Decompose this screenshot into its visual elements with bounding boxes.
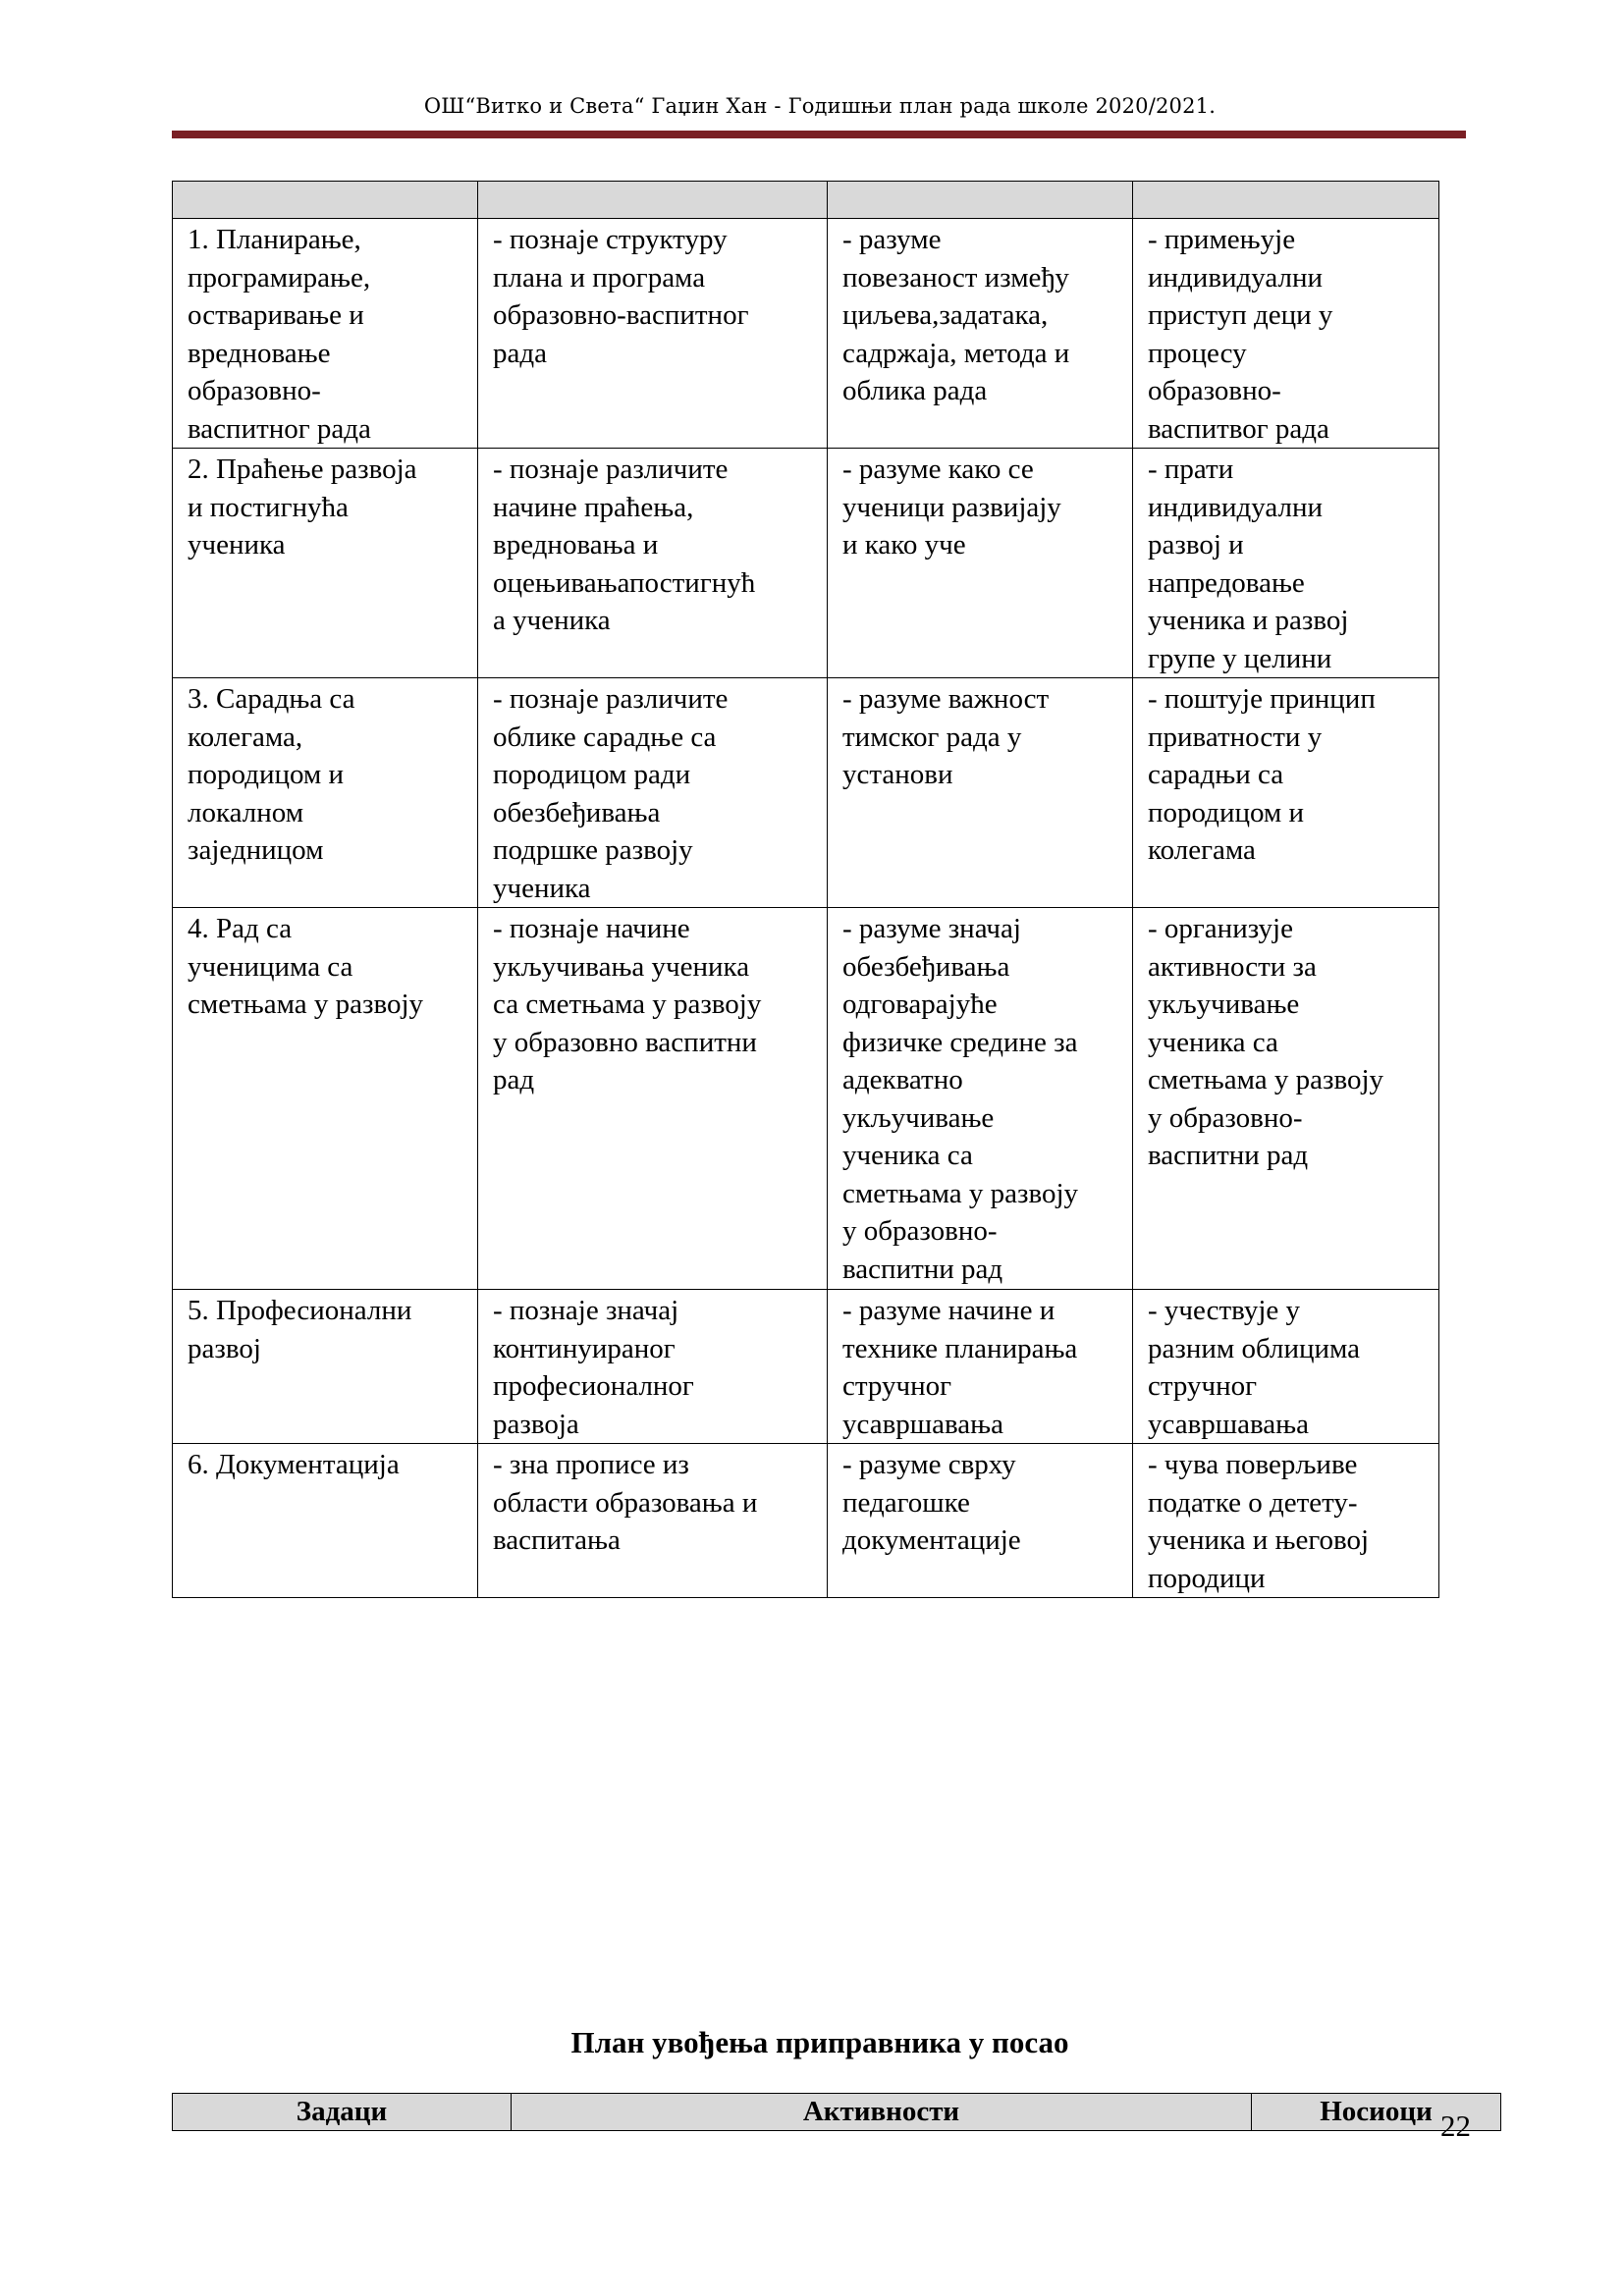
cell-line: вредновање	[188, 337, 331, 369]
cell-line: развоја	[493, 1408, 579, 1440]
cell-line: приступ деци у	[1148, 299, 1333, 331]
cell-line: - разуме сврху	[842, 1449, 1016, 1480]
table-row	[173, 678, 1439, 908]
cell-line: 1. Планирање,	[188, 224, 361, 255]
table-cell	[828, 219, 1133, 449]
cell-line: облика рада	[842, 375, 988, 406]
cell-line: - прати	[1148, 454, 1234, 485]
cell-line: индивидуални	[1148, 491, 1324, 523]
header-cell	[478, 182, 828, 219]
cell-line: - разуме значај	[842, 913, 1021, 944]
table-cell	[1133, 219, 1439, 449]
cell-line: укључивање	[1148, 988, 1300, 1020]
cell-line: ученика са	[842, 1140, 973, 1171]
table-row	[173, 908, 1439, 1290]
cell-line: сметњама у развоју	[1148, 1064, 1384, 1095]
table-cell	[1133, 1444, 1439, 1598]
cell-line: сметњама у развоју	[842, 1177, 1079, 1209]
table-row	[173, 449, 1439, 678]
cell-line: подршке развоју	[493, 834, 693, 866]
cell-line: - познаје различите	[493, 683, 729, 715]
table-cell	[173, 1444, 478, 1598]
cell-line: 2. Праћење развоја	[188, 454, 417, 485]
column-header-zadaci: Задаци	[173, 2094, 512, 2131]
cell-line: оцењивањапостигнућ	[493, 566, 756, 599]
cell-line: индивидуални	[1148, 261, 1324, 294]
table-cell	[478, 449, 828, 678]
table-cell	[1133, 1290, 1439, 1444]
table-cell	[173, 908, 478, 1290]
table-cell	[173, 678, 478, 908]
cell-line: са сметњама у развоју	[493, 988, 762, 1020]
table-cell	[173, 1290, 478, 1444]
cell-line: ученика и његовој	[1148, 1524, 1370, 1556]
cell-line: - чува поверљиве	[1148, 1449, 1358, 1480]
cell-line: континуираног	[493, 1332, 676, 1364]
cell-line: обезбеђивања	[842, 950, 1010, 983]
cell-line: укључивања ученика	[493, 950, 750, 983]
cell-line: васпитни рад	[1148, 1140, 1309, 1171]
cell-line: и како уче	[842, 529, 966, 561]
cell-line: - зна прописе из	[493, 1449, 689, 1480]
cell-line: породицом ради	[493, 759, 691, 790]
cell-line: - познаје структуру	[493, 224, 728, 255]
table-row	[173, 1444, 1439, 1598]
cell-line: - организује	[1148, 913, 1293, 944]
cell-line: васпитног рада	[188, 412, 371, 445]
cell-line: - познаје различите	[493, 454, 729, 485]
table-cell	[478, 219, 828, 449]
cell-line: а ученика	[493, 605, 611, 636]
cell-line: - познаје значај	[493, 1295, 679, 1326]
cell-line: сарадњи са	[1148, 759, 1284, 790]
cell-line: плана и програма	[493, 261, 706, 294]
table-cell	[828, 449, 1133, 678]
table-cell	[1133, 908, 1439, 1290]
cell-line: колегама,	[188, 721, 303, 753]
cell-line: установи	[842, 759, 953, 790]
cell-line: рада	[493, 337, 547, 369]
cell-line: усавршавања	[1148, 1408, 1310, 1440]
cell-line: локалном	[188, 796, 304, 828]
cell-line: и постигнућа	[188, 491, 349, 523]
cell-line: заједницом	[188, 834, 324, 866]
table-cell	[1133, 449, 1439, 678]
table-header-row	[173, 182, 1439, 219]
table-cell	[828, 678, 1133, 908]
cell-line: обезбеђивања	[493, 796, 661, 828]
cell-line: документације	[842, 1524, 1021, 1556]
cell-line: напредовање	[1148, 566, 1305, 599]
cell-line: адекватно	[842, 1064, 963, 1095]
table-cell	[828, 1290, 1133, 1444]
cell-line: васпитања	[493, 1524, 621, 1556]
cell-line: - разуме начине и	[842, 1295, 1056, 1326]
cell-line: - разуме	[842, 224, 942, 255]
cell-line: садржаја, метода и	[842, 337, 1070, 369]
table-cell	[478, 908, 828, 1290]
cell-line: технике планирања	[842, 1332, 1078, 1364]
competency-table	[172, 181, 1439, 1598]
cell-line: укључивање	[842, 1101, 995, 1134]
cell-line: 3. Сарадња са	[188, 683, 355, 715]
cell-line: ученика	[188, 529, 286, 561]
table-row	[173, 1290, 1439, 1444]
cell-line: - познаје начине	[493, 913, 690, 944]
cell-line: - разуме како се	[842, 454, 1034, 485]
cell-line: приватности у	[1148, 721, 1323, 753]
cell-line: одговарајуће	[842, 988, 998, 1020]
cell-line: развој и	[1148, 529, 1244, 561]
cell-line: - разуме важност	[842, 683, 1050, 715]
cell-line: процесу	[1148, 337, 1247, 369]
cell-line: колегама	[1148, 834, 1256, 866]
cell-line: образовно-	[188, 375, 321, 406]
cell-line: - поштује принцип	[1148, 683, 1376, 715]
header-cell	[173, 182, 478, 219]
cell-line: начине праћења,	[493, 491, 694, 523]
header-cell	[828, 182, 1133, 219]
table-cell	[478, 1290, 828, 1444]
cell-line: вредновања и	[493, 529, 659, 561]
cell-line: образовно-	[1148, 375, 1281, 406]
cell-line: ученика са	[1148, 1026, 1278, 1058]
cell-line: 5. Професионални	[188, 1295, 412, 1326]
cell-line: образовно-васпитног	[493, 299, 749, 331]
cell-line: - учествује у	[1148, 1295, 1301, 1326]
cell-line: 6. Документација	[188, 1449, 400, 1480]
cell-line: васпитвог рада	[1148, 412, 1329, 445]
header-cell	[1133, 182, 1439, 219]
table-cell	[478, 678, 828, 908]
table-cell	[173, 219, 478, 449]
table-cell	[478, 1444, 828, 1598]
cell-line: развој	[188, 1332, 261, 1364]
cell-line: сметњама у развоју	[188, 988, 424, 1020]
cell-line: повезаност између	[842, 261, 1069, 294]
cell-line: циљева,задатака,	[842, 299, 1049, 331]
cell-line: податке о детету-	[1148, 1486, 1358, 1519]
cell-line: физичке средине за	[842, 1026, 1078, 1058]
cell-line: - примењује	[1148, 224, 1296, 255]
header-rule	[172, 131, 1466, 138]
table-cell	[828, 1444, 1133, 1598]
cell-line: у образовно васпитни	[493, 1026, 757, 1058]
cell-line: 4. Рад са	[188, 913, 293, 944]
cell-line: ученицима са	[188, 950, 353, 983]
cell-line: у образовно-	[1148, 1101, 1303, 1134]
cell-line: стручног	[1148, 1370, 1258, 1402]
cell-line: тимског рада у	[842, 721, 1022, 753]
cell-line: породицом и	[188, 759, 345, 790]
table-cell	[173, 449, 478, 678]
cell-line: активности за	[1148, 950, 1317, 983]
plan-table	[172, 2093, 1501, 2131]
cell-line: групе у целини	[1148, 642, 1332, 674]
cell-line: ученика	[493, 872, 591, 904]
table-cell	[1133, 678, 1439, 908]
table-row	[173, 219, 1439, 449]
cell-line: ученика и развој	[1148, 605, 1349, 636]
column-header-nosioci: Носиоци	[1252, 2094, 1501, 2131]
cell-line: породицом и	[1148, 796, 1305, 828]
cell-line: рад	[493, 1064, 535, 1095]
cell-line: васпитни рад	[842, 1253, 1003, 1285]
cell-line: усавршавања	[842, 1408, 1004, 1440]
cell-line: програмирање,	[188, 261, 371, 294]
cell-line: области образовања и	[493, 1486, 758, 1519]
page-number: 22	[1440, 2109, 1471, 2143]
cell-line: стручног	[842, 1370, 952, 1402]
plan-section-title: План увођења приправника у посао	[570, 2025, 1069, 2059]
cell-line: ученици развијају	[842, 491, 1061, 523]
cell-line: облике сарадње са	[493, 721, 717, 753]
plan-header-row	[173, 2094, 1501, 2131]
cell-line: педагошке	[842, 1486, 970, 1519]
cell-line: професионалног	[493, 1370, 694, 1402]
page-header: ОШ“Витко и Света“ Гаџин Хан - Годишњи план рада школе 2020/2021.	[423, 94, 1217, 118]
cell-line: остваривање и	[188, 299, 364, 331]
cell-line: у образовно-	[842, 1215, 998, 1247]
cell-line: породици	[1148, 1562, 1266, 1594]
column-header-aktivnosti: Активности	[512, 2094, 1252, 2131]
cell-line: разним облицима	[1148, 1332, 1361, 1364]
table-cell	[828, 908, 1133, 1290]
